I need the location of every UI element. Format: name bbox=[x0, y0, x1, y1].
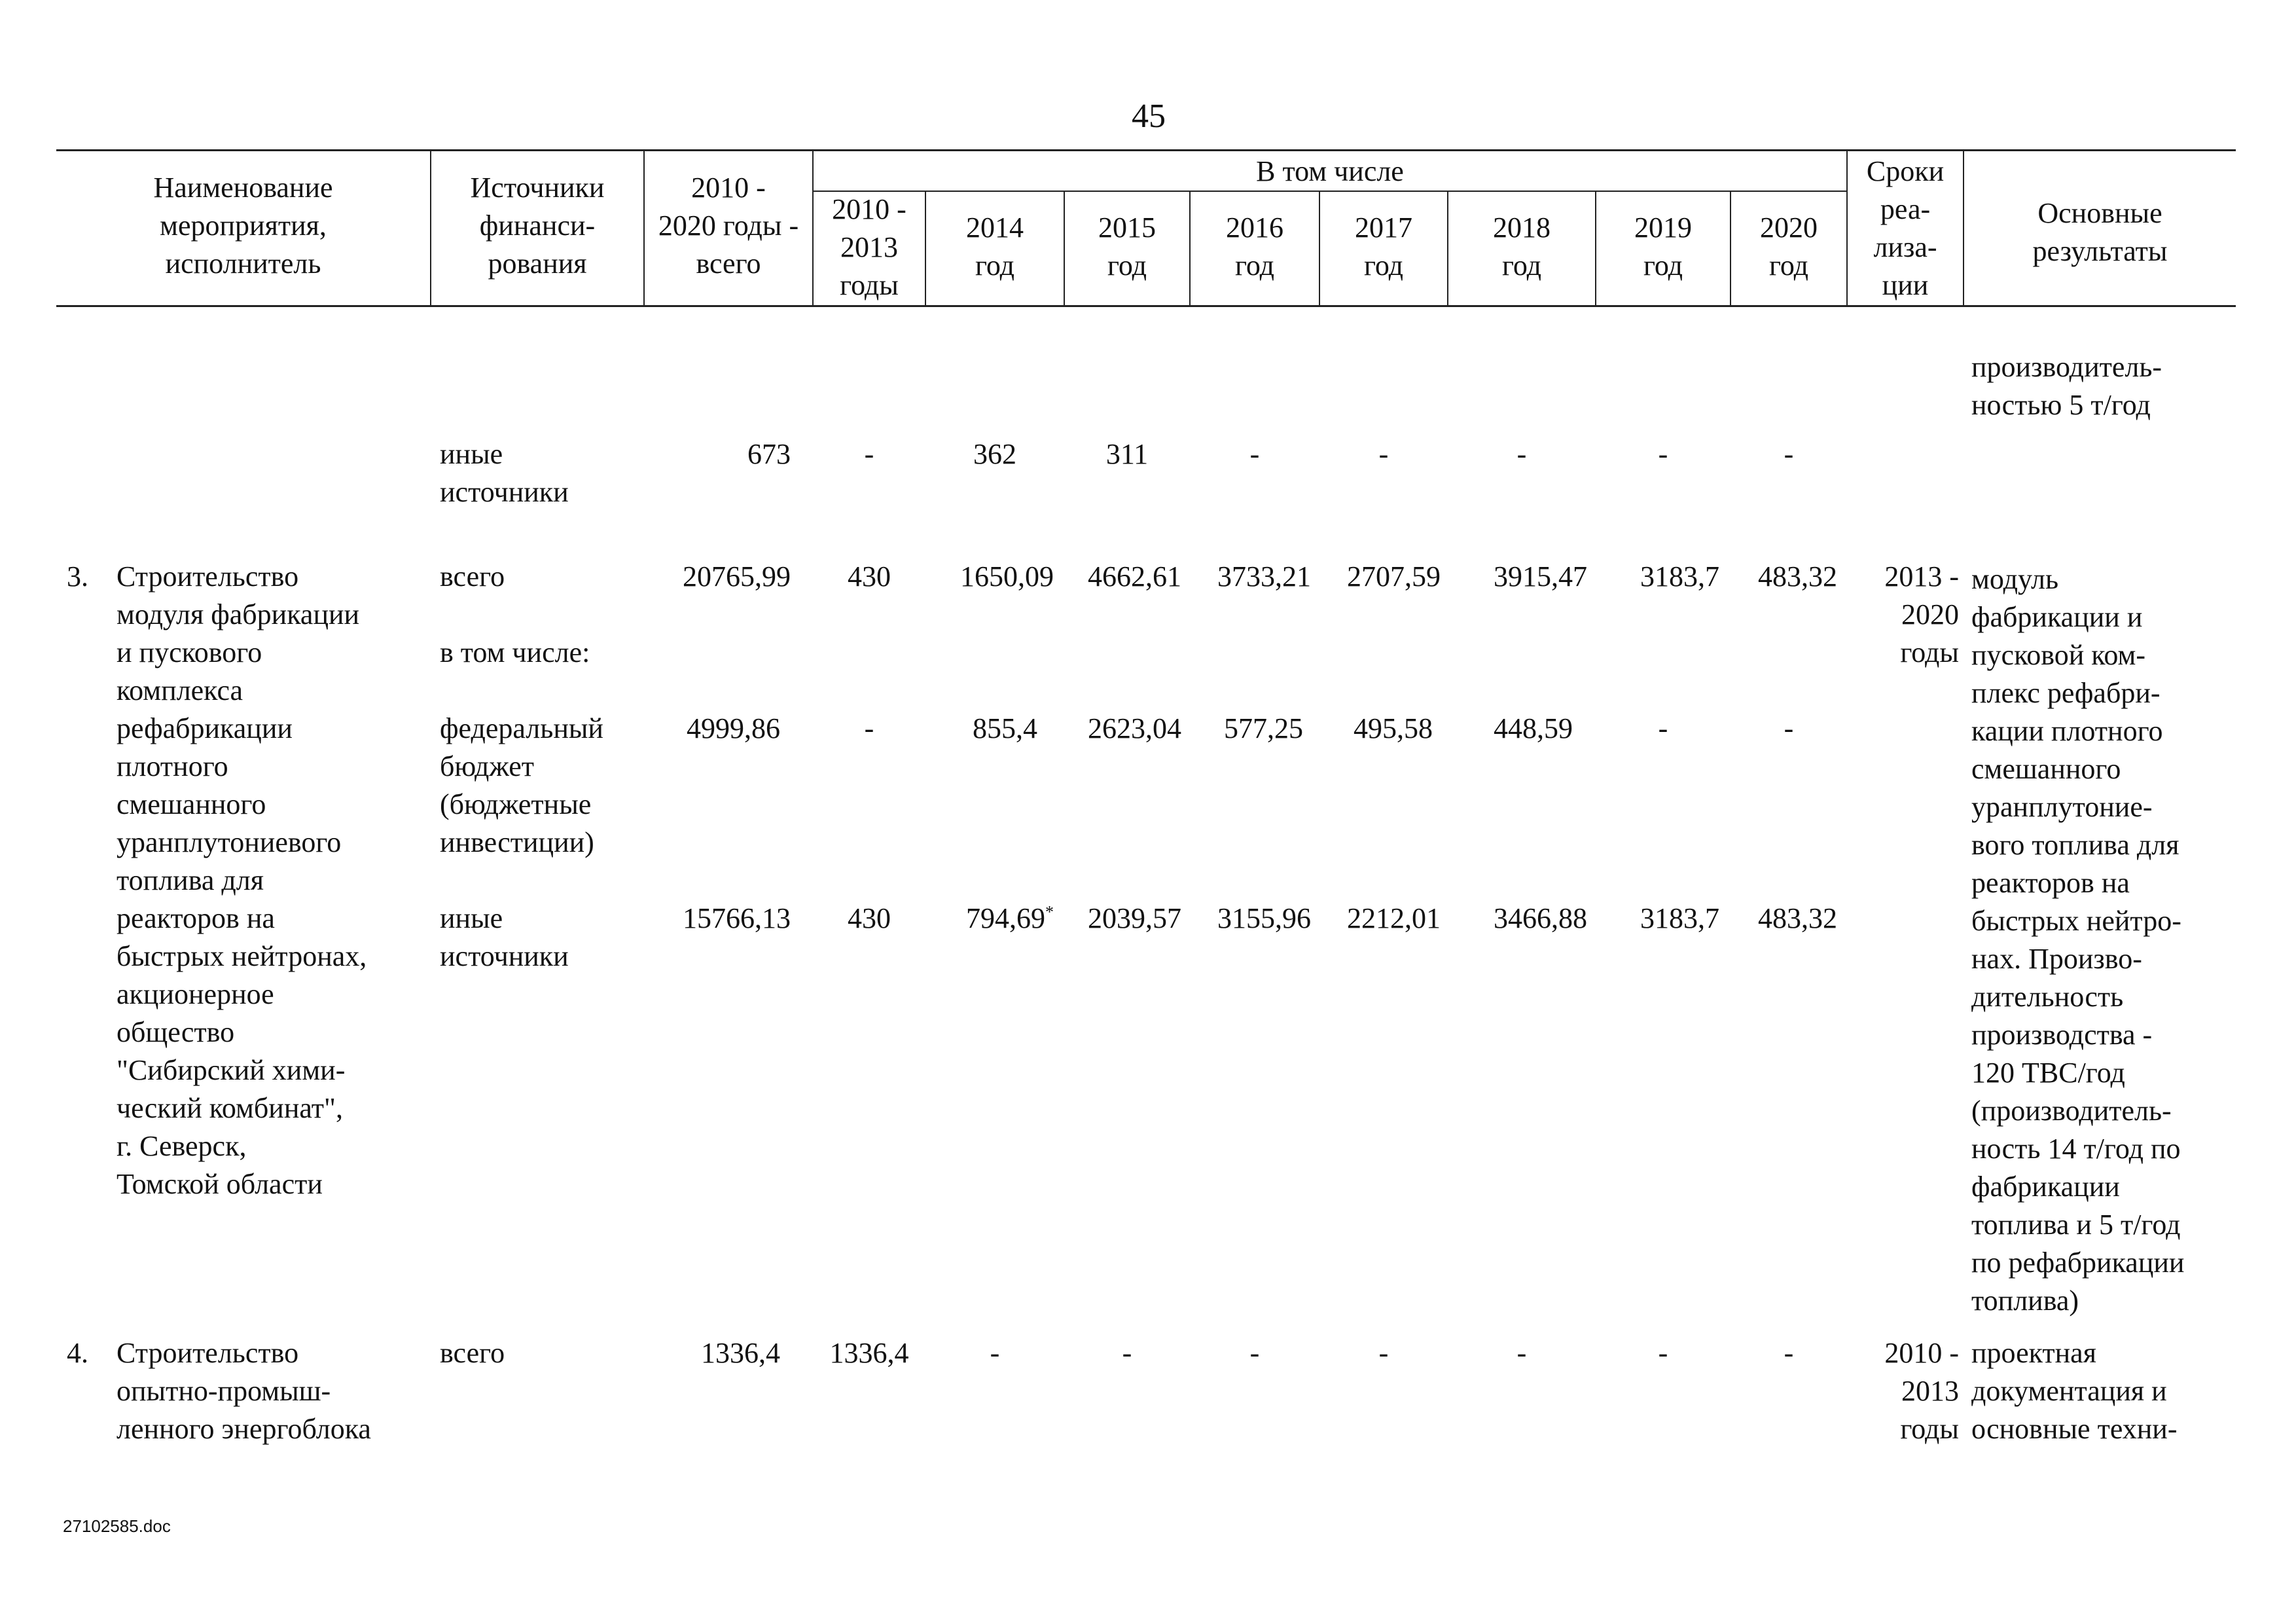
item-number: 4. bbox=[67, 1337, 88, 1369]
header-name: Наименование мероприятия, исполнитель bbox=[153, 172, 333, 280]
item-name: Строительство опытно-промыш- ленного энергоблока bbox=[117, 1337, 371, 1445]
total-value: 15766,13 bbox=[683, 902, 791, 934]
header-terms: Сроки реа- лиза- ции bbox=[1866, 155, 1945, 301]
subheader-rule bbox=[812, 191, 1848, 192]
value-2019: 3183,7 bbox=[1640, 902, 1719, 934]
value-2014: 855,4 bbox=[973, 712, 1037, 744]
value-2018: 3915,47 bbox=[1494, 560, 1587, 593]
term-text: 2010 - 2013 годы bbox=[1884, 1337, 1959, 1445]
value-2016: - bbox=[1249, 1337, 1260, 1369]
header-year-2010-2013: 2010 - 2013 годы bbox=[832, 193, 906, 301]
value-2019: - bbox=[1658, 1337, 1668, 1369]
source-label: всего bbox=[440, 1337, 505, 1369]
value-2019: 3183,7 bbox=[1640, 560, 1719, 593]
header-bottom-rule bbox=[56, 305, 2236, 307]
value-2020: 483,32 bbox=[1758, 560, 1837, 593]
value-2014: 1650,09 bbox=[960, 560, 1054, 593]
header-year-2020: 2020 год bbox=[1760, 211, 1818, 282]
value-2010-2013: 430 bbox=[848, 902, 891, 934]
value-2017: - bbox=[1378, 438, 1389, 470]
value-2018: 3466,88 bbox=[1494, 902, 1587, 934]
item-name: Строительство модуля фабрикации и пускового комплекса рефабрикации плотного смешанного уранплутониевого топлива для реакторов на быстрых нейтронах, акционерное общество "Сибирский хими- ческий комбинат", г. Северск, Томской области bbox=[117, 560, 367, 1200]
item-number: 3. bbox=[67, 560, 88, 593]
header-year-2016: 2016 год bbox=[1226, 211, 1283, 282]
source-label: всего bbox=[440, 560, 505, 593]
total-value: 1336,4 bbox=[701, 1337, 780, 1369]
value-2019: - bbox=[1658, 712, 1668, 744]
value-2015: 4662,61 bbox=[1088, 560, 1181, 593]
value-2020: - bbox=[1784, 438, 1794, 470]
header-total: 2010 - 2020 годы - всего bbox=[658, 172, 799, 280]
total-value: 20765,99 bbox=[683, 560, 791, 593]
result-text: модуль фабрикации и пусковой ком- плекс рефабри- кации плотного смешанного уранплутоние- вого топлива для реакторов на быстрых нейтро- нах. Произво- дительность производства - 120 ТВС/год (производитель- ность 14 т/год по фабрикации топлива и 5 т/год по рефабрикации топлива) bbox=[1971, 563, 2185, 1317]
term-text: 2013 - 2020 годы bbox=[1884, 560, 1959, 668]
value-2020: - bbox=[1784, 712, 1794, 744]
value-2014: - bbox=[990, 1337, 1000, 1369]
including-label: в том числе: bbox=[440, 636, 590, 668]
value-2016: - bbox=[1249, 438, 1260, 470]
source-label: федеральный бюджет (бюджетные инвестиции) bbox=[440, 712, 603, 858]
value-2018: 448,59 bbox=[1494, 712, 1573, 744]
value-2014-number: 794,69 bbox=[966, 902, 1045, 934]
value-2019: - bbox=[1658, 438, 1668, 470]
value-2020: - bbox=[1784, 1337, 1794, 1369]
value-2018: - bbox=[1516, 1337, 1527, 1369]
value-2020: 483,32 bbox=[1758, 902, 1837, 934]
value-2010-2013: - bbox=[864, 438, 874, 470]
value-2015: 2623,04 bbox=[1088, 712, 1181, 744]
header-sources: Источники финанси- рования bbox=[470, 172, 605, 280]
value-2010-2013: 1336,4 bbox=[829, 1337, 909, 1369]
footer-filename: 27102585.doc bbox=[63, 1516, 171, 1536]
page-number: 45 bbox=[1132, 98, 1166, 135]
result-text: производитель- ностью 5 т/год bbox=[1971, 351, 2162, 421]
header-year-2018: 2018 год bbox=[1493, 211, 1551, 282]
total-value: 4999,86 bbox=[687, 712, 780, 744]
value-2010-2013: 430 bbox=[848, 560, 891, 593]
value-2016: 3155,96 bbox=[1217, 902, 1311, 934]
header-year-2019: 2019 год bbox=[1634, 211, 1692, 282]
value-2016: 577,25 bbox=[1224, 712, 1303, 744]
header-including: В том числе bbox=[1256, 155, 1404, 187]
value-2014: 362 bbox=[973, 438, 1016, 470]
value-2015: 2039,57 bbox=[1088, 902, 1181, 934]
value-2017: 2707,59 bbox=[1347, 560, 1441, 593]
value-2016: 3733,21 bbox=[1217, 560, 1311, 593]
value-2015: 311 bbox=[1105, 438, 1149, 470]
value-2014 bbox=[926, 900, 1054, 938]
header-results: Основные результаты bbox=[2032, 197, 2168, 267]
source-label: иные источники bbox=[440, 438, 569, 508]
header-year-2017: 2017 год bbox=[1355, 211, 1412, 282]
source-label: иные источники bbox=[440, 902, 569, 972]
header-year-2014: 2014 год bbox=[966, 211, 1024, 282]
table-top-rule bbox=[56, 149, 2236, 151]
value-2010-2013: - bbox=[864, 712, 874, 744]
result-text: проектная документация и основные техни- bbox=[1971, 1337, 2178, 1445]
value-2017: - bbox=[1378, 1337, 1389, 1369]
value-2018: - bbox=[1516, 438, 1527, 470]
header-year-2015: 2015 год bbox=[1098, 211, 1156, 282]
value-2015: - bbox=[1122, 1337, 1132, 1369]
value-2017: 2212,01 bbox=[1347, 902, 1441, 934]
footnote-mark: * bbox=[1045, 902, 1054, 922]
total-value: 673 bbox=[747, 438, 791, 470]
value-2017: 495,58 bbox=[1354, 712, 1433, 744]
